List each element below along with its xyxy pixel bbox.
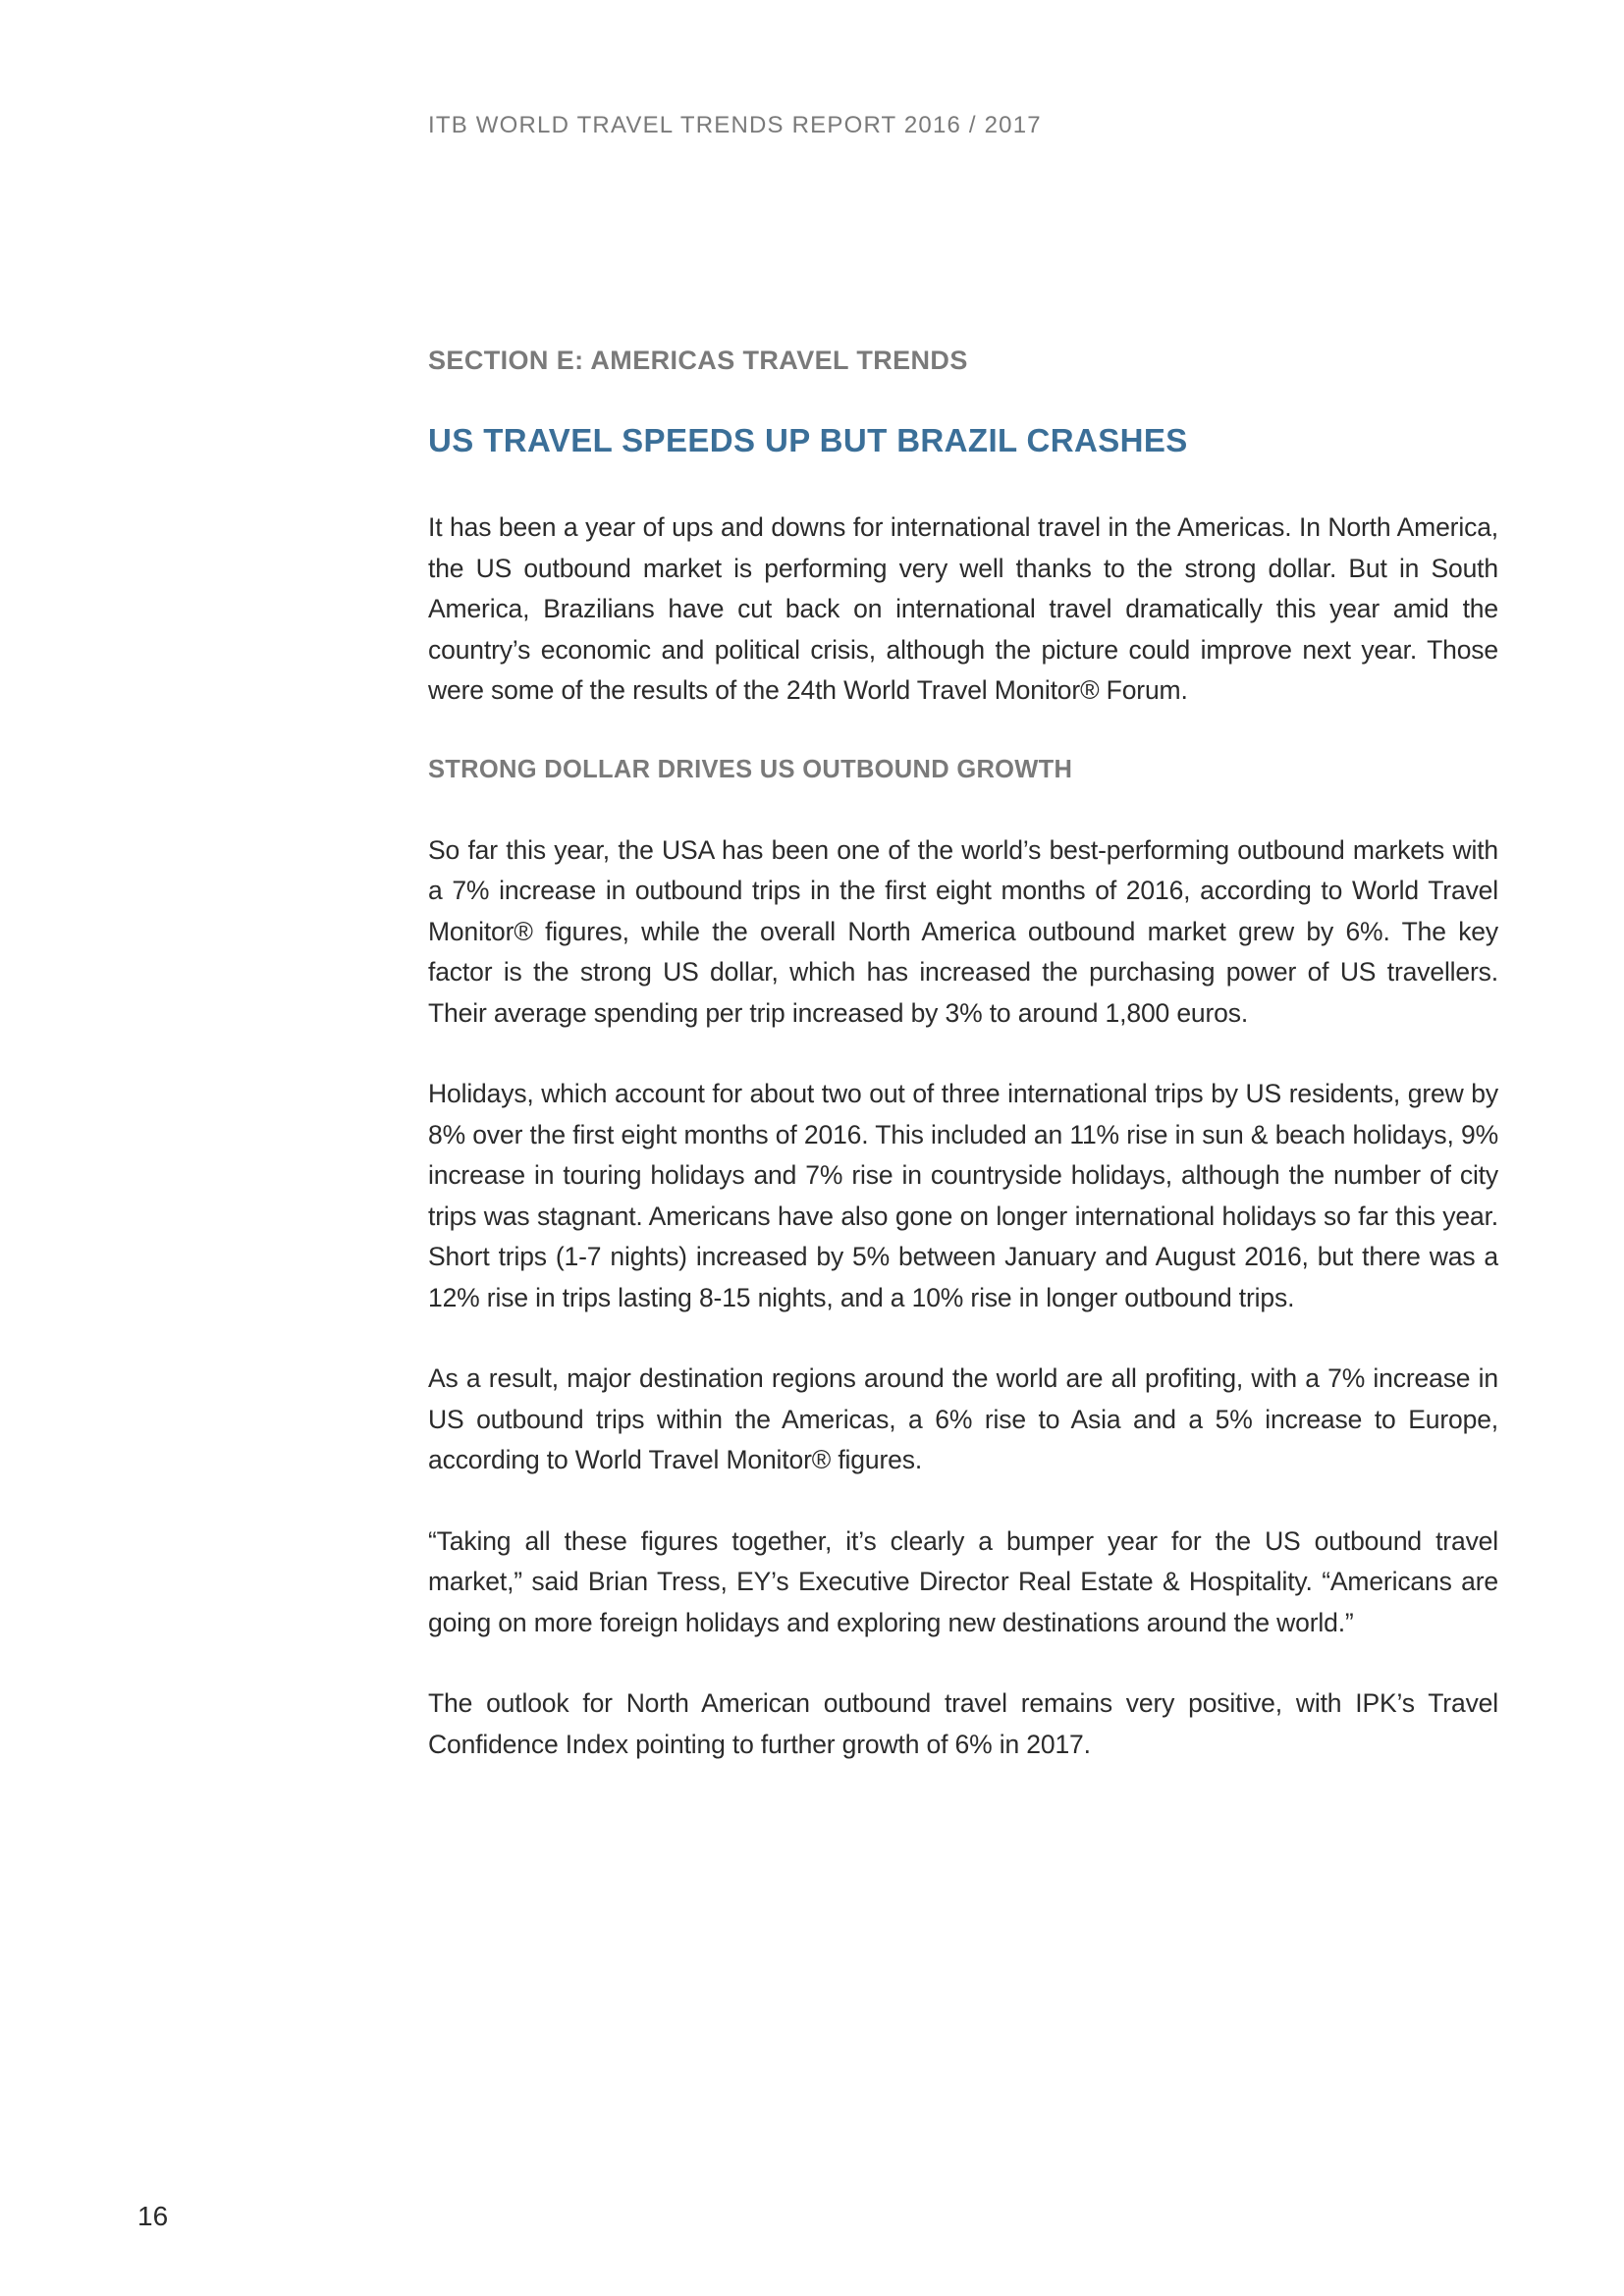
intro-paragraph: It has been a year of ups and downs for international travel in the Americas. In North America, the US outbound market is performing very well thanks to the strong dollar. But in South America, Brazilians have cut back on international travel dramatically this year amid the country’s economic and political crisis, although the picture could improve next year. Those were some of the results of the 24th World Travel Monitor® Forum. [428, 512, 1498, 705]
body-paragraph: So far this year, the USA has been one of the world’s best-performing outbound markets with a 7% increase in outbound trips in the first eight months of 2016, according to World Travel Monitor® figures, while the overall North America outbound market grew by 6%. The key factor is the strong US dollar, which has increased the purchasing power of US travellers. Their average spending per trip increased by 3% to around 1,800 euros. [428, 834, 1498, 1028]
article-body [428, 507, 1498, 1805]
running-header: ITB WORLD TRAVEL TRENDS REPORT 2016 / 2017 [428, 112, 1042, 138]
body-paragraph: “Taking all these figures together, it’s clearly a bumper year for the US outbound travel market,” said Brian Tress, EY’s Executive Director Real Estate & Hospitality. “Americans are going on more foreign holidays and exploring new destinations around the world.” [428, 1525, 1498, 1637]
section-label: SECTION E: AMERICAS TRAVEL TRENDS [428, 346, 968, 375]
page-number: 16 [137, 2201, 169, 2231]
article-title: US TRAVEL SPEEDS UP BUT BRAZIL CRASHES [428, 422, 1188, 458]
body-paragraph: Holidays, which account for about two out of three international trips by US residents, grew by 8% over the first eight months of 2016. This included an 11% rise in sun & beach holidays, 9% increase in touring holidays and 7% rise in countryside holidays, although the number of city trips was stagnant. Americans have also gone on longer international holidays so far this year. Short trips (1-7 nights) increased by 5% between January and August 2016, but there was a 12% rise in trips lasting 8-15 nights, and a 10% rise in longer outbound trips. [428, 1079, 1498, 1312]
body-paragraph: As a result, major destination regions around the world are all profiting, with a 7% increase in US outbound trips within the Americas, a 6% rise to Asia and a 5% increase to Europe, according to World Travel Monitor® figures. [428, 1363, 1498, 1474]
subheading: STRONG DOLLAR DRIVES US OUTBOUND GROWTH [428, 755, 1073, 783]
body-paragraph: The outlook for North American outbound travel remains very positive, with IPK’s Travel Confidence Index pointing to further growth of 6% in 2017. [428, 1688, 1498, 1759]
